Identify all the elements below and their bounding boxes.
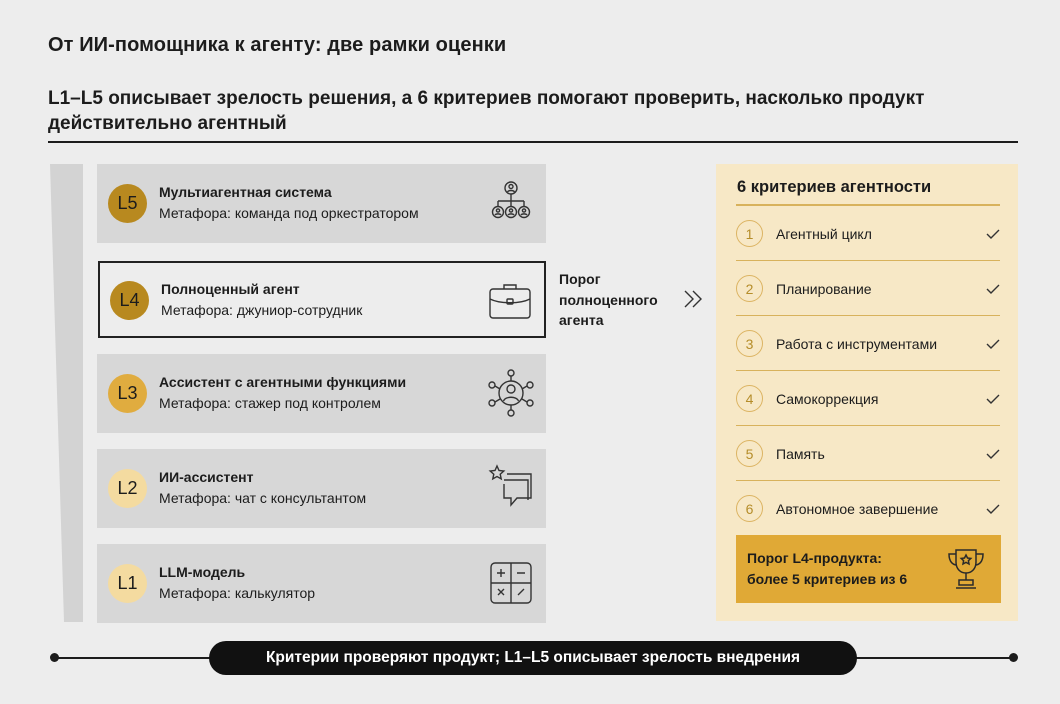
chat-star-icon xyxy=(486,463,536,513)
level-name: Мультиагентная система xyxy=(159,184,332,200)
criteria-number: 1 xyxy=(736,220,763,247)
level-card-l5 xyxy=(97,164,546,243)
check-icon xyxy=(986,229,1000,239)
network-person-icon xyxy=(486,368,536,418)
axis-dot-left xyxy=(50,653,59,662)
criteria-item-6 xyxy=(736,481,1000,536)
threshold-label: Порог полноценного агента xyxy=(559,271,658,328)
page-subtitle: L1–L5 описывает зрелость решения, а 6 критериев помогают проверить, насколько продукт действительно агентный xyxy=(48,88,925,134)
criteria-threshold-box xyxy=(736,535,1001,603)
criteria-number: 3 xyxy=(736,330,763,357)
level-card-l3 xyxy=(97,354,546,433)
criteria-item-4 xyxy=(736,371,1000,426)
level-name: ИИ-ассистент xyxy=(159,469,254,485)
level-metaphor: Метафора: стажер под контролем xyxy=(159,395,381,411)
check-icon xyxy=(986,339,1000,349)
level-metaphor: Метафора: джуниор-сотрудник xyxy=(161,302,363,318)
level-metaphor: Метафора: чат с консультантом xyxy=(159,490,367,506)
criteria-item-3 xyxy=(736,316,1000,371)
level-metaphor: Метафора: команда под оркестратором xyxy=(159,205,419,221)
level-badge: L1 xyxy=(108,564,147,603)
axis-dot-right xyxy=(1009,653,1018,662)
level-metaphor: Метафора: калькулятор xyxy=(159,585,316,601)
criteria-label: Агентный цикл xyxy=(776,225,872,242)
criteria-item-5 xyxy=(736,426,1000,481)
level-badge: L3 xyxy=(108,374,147,413)
maturity-wedge xyxy=(50,164,84,622)
bottom-caption: Критерии проверяют продукт; L1–L5 описывает зрелость внедрения xyxy=(209,641,857,675)
criteria-number: 2 xyxy=(736,275,763,302)
criteria-label: Самокоррекция xyxy=(776,390,879,407)
check-icon xyxy=(986,284,1000,294)
level-name: Полноценный агент xyxy=(161,281,300,297)
check-icon xyxy=(986,449,1000,459)
level-badge: L4 xyxy=(110,281,149,320)
level-card-l1 xyxy=(97,544,546,623)
level-badge: L2 xyxy=(108,469,147,508)
criteria-label: Автономное завершение xyxy=(776,500,939,517)
calculator-icon xyxy=(486,558,536,608)
level-card-l2 xyxy=(97,449,546,528)
level-badge: L5 xyxy=(108,184,147,223)
criteria-item-1 xyxy=(736,206,1000,261)
briefcase-icon xyxy=(485,275,535,325)
criteria-number: 4 xyxy=(736,385,763,412)
criteria-title: 6 критериев агентности xyxy=(737,178,932,196)
level-name: LLM-модель xyxy=(159,564,246,580)
title-divider xyxy=(48,141,1018,143)
criteria-number: 5 xyxy=(736,440,763,467)
team-hierarchy-icon xyxy=(486,178,536,228)
criteria-number: 6 xyxy=(736,495,763,522)
level-name: Ассистент с агентными функциями xyxy=(159,374,407,390)
criteria-label: Работа с инструментами xyxy=(776,335,938,352)
level-card-l4 xyxy=(98,261,546,338)
criteria-item-2 xyxy=(736,261,1000,316)
check-icon xyxy=(986,504,1000,514)
criteria-panel xyxy=(716,164,1018,621)
criteria-threshold-text: Порог L4-продукта: более 5 критериев из 6 xyxy=(747,550,908,587)
criteria-label: Планирование xyxy=(776,280,872,297)
page-title: От ИИ-помощника к агенту: две рамки оценки xyxy=(48,34,507,56)
double-chevron-right-icon xyxy=(683,289,705,309)
check-icon xyxy=(986,394,1000,404)
criteria-label: Память xyxy=(776,445,825,462)
trophy-icon xyxy=(945,547,987,591)
